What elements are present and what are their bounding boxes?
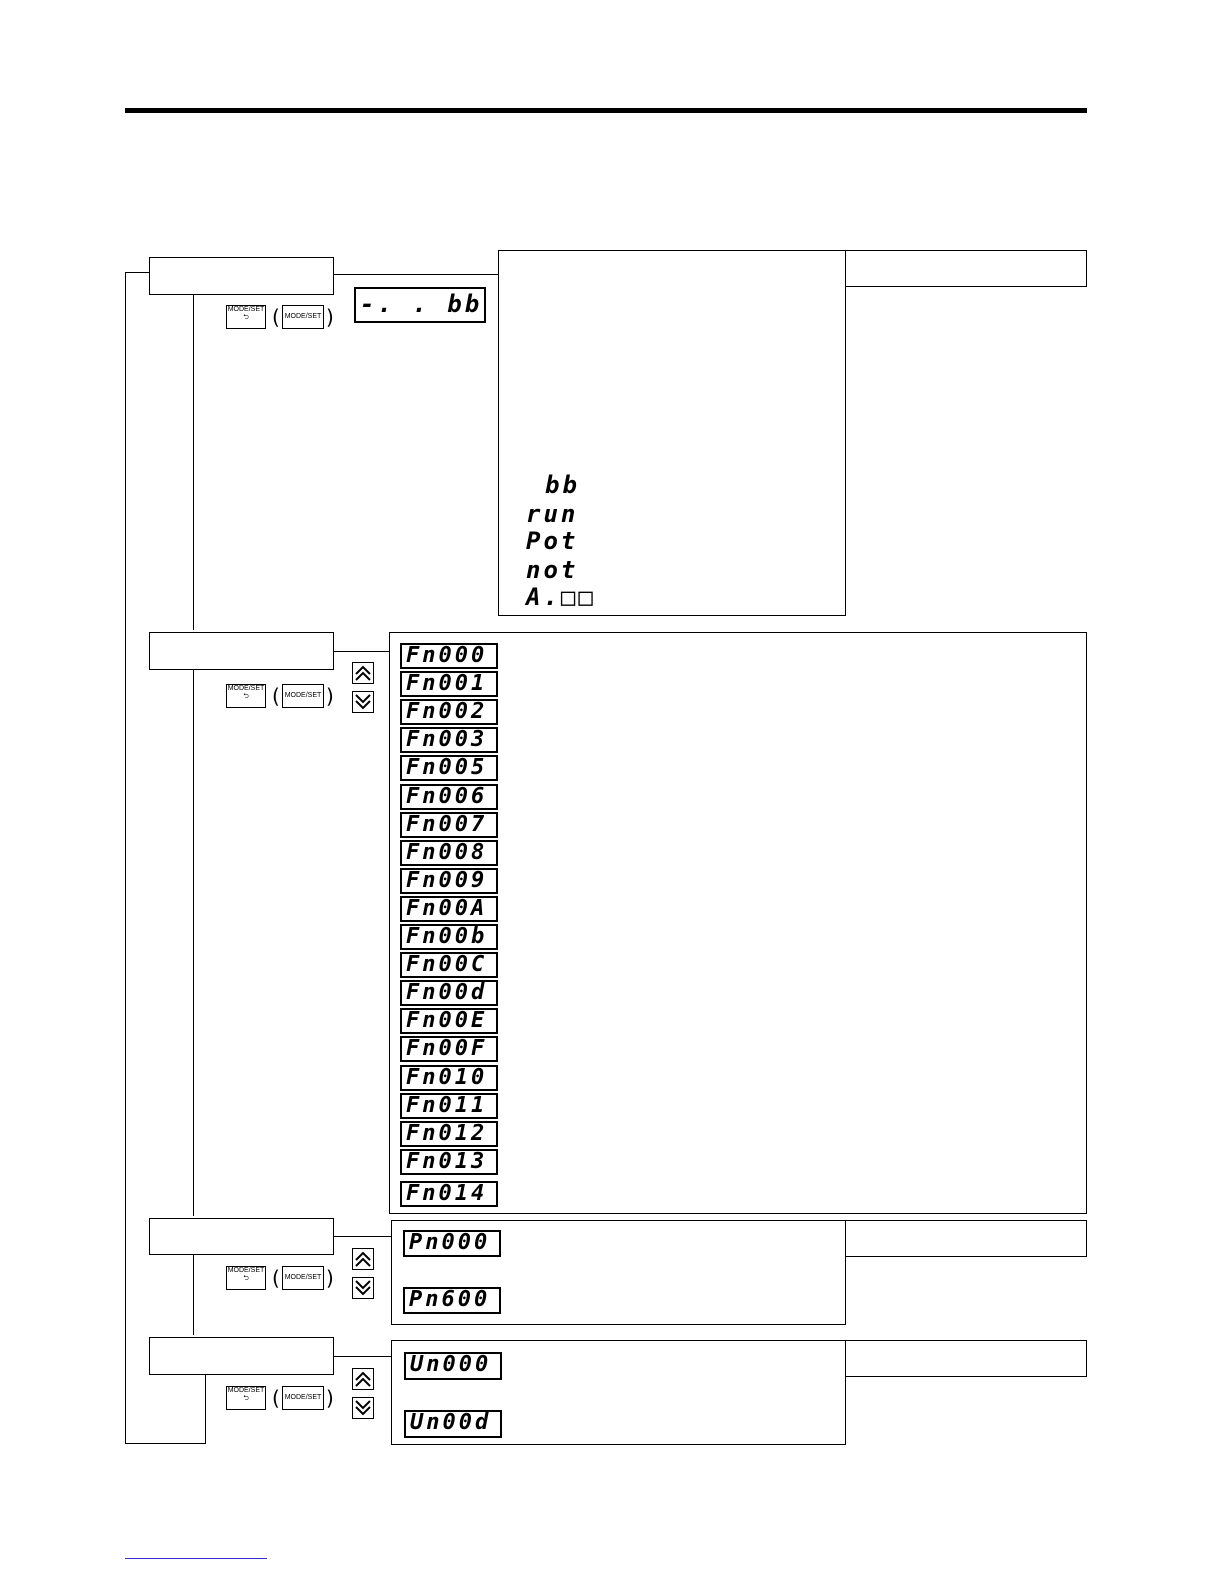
function-code-display: Fn011 xyxy=(400,1093,498,1119)
function-code-display: Fn001 xyxy=(400,671,498,697)
mode-set-key[interactable] xyxy=(226,1386,266,1410)
function-code-display: Fn005 xyxy=(400,755,498,781)
function-code-display: Fn007 xyxy=(400,812,498,838)
status-code: bb xyxy=(545,471,580,499)
parameter-code-display: Pn000 xyxy=(403,1230,501,1257)
function-code-display: Fn009 xyxy=(400,868,498,894)
mode-box-status xyxy=(149,257,334,295)
key-label: MODE/SET xyxy=(227,306,265,313)
key-label: MODE/SET xyxy=(227,1387,265,1394)
double-chevron-down-icon xyxy=(353,1278,373,1298)
function-code-display: Fn013 xyxy=(400,1149,498,1175)
return-arrow-icon: ⮌ xyxy=(243,314,249,321)
double-chevron-up-icon xyxy=(353,1369,373,1389)
down-key[interactable] xyxy=(352,1277,374,1299)
mode-set-key[interactable] xyxy=(226,684,266,708)
return-arrow-icon: ⮌ xyxy=(243,1275,249,1282)
status-content-box xyxy=(498,250,846,616)
status-note-box xyxy=(845,250,1087,287)
monitor-note-box xyxy=(845,1340,1087,1377)
function-code-display: Fn00b xyxy=(400,924,498,950)
monitor-code-display: Un00d xyxy=(404,1410,502,1438)
open-paren: ( xyxy=(272,1266,280,1290)
function-code-display: Fn00d xyxy=(400,980,498,1006)
double-chevron-up-icon xyxy=(353,1249,373,1269)
footer-rule xyxy=(125,1558,267,1559)
close-paren: ) xyxy=(326,1266,334,1290)
connector-monitor xyxy=(334,1356,392,1357)
monitor-content-box xyxy=(391,1340,846,1445)
key-label: MODE/SET xyxy=(227,685,265,692)
flow-line-1 xyxy=(193,295,194,630)
function-code-display: Fn010 xyxy=(400,1065,498,1091)
status-code: A.□□ xyxy=(526,583,596,611)
close-paren: ) xyxy=(326,684,334,708)
flow-line-2 xyxy=(193,670,194,1216)
monitor-code-display: Un000 xyxy=(404,1352,502,1380)
function-code-display: Fn002 xyxy=(400,699,498,725)
mode-set-key-alt[interactable]: MODE/SET xyxy=(282,1266,324,1290)
up-key[interactable] xyxy=(352,1248,374,1270)
flow-line-3 xyxy=(193,1255,194,1335)
function-code-display: Fn008 xyxy=(400,840,498,866)
function-code-display: Fn00A xyxy=(400,896,498,922)
return-loop-bottom xyxy=(125,1443,205,1444)
mode-set-key-alt[interactable]: MODE/SET xyxy=(282,305,324,329)
up-key[interactable] xyxy=(352,1368,374,1390)
return-arrow-icon: ⮌ xyxy=(243,693,249,700)
mode-set-key[interactable] xyxy=(226,305,266,329)
flow-line-4 xyxy=(205,1375,206,1444)
status-code: Pot xyxy=(526,527,579,555)
double-chevron-down-icon xyxy=(353,1398,373,1418)
mode-set-key-alt[interactable]: MODE/SET xyxy=(282,684,324,708)
return-loop-top xyxy=(125,272,149,273)
double-chevron-down-icon xyxy=(353,692,373,712)
down-key[interactable] xyxy=(352,1397,374,1419)
mode-set-key[interactable] xyxy=(226,1266,266,1290)
close-paren: ) xyxy=(326,1386,334,1410)
connector-status xyxy=(334,274,498,275)
function-code-display: Fn006 xyxy=(400,784,498,810)
mode-box-parameter xyxy=(149,1218,334,1255)
mode-set-key-alt[interactable]: MODE/SET xyxy=(282,1386,324,1410)
status-code: not xyxy=(526,556,579,584)
connector-function xyxy=(334,651,390,652)
open-paren: ( xyxy=(272,1386,280,1410)
double-chevron-up-icon xyxy=(353,663,373,683)
parameter-code-display: Pn600 xyxy=(403,1287,501,1314)
close-paren: ) xyxy=(326,305,334,329)
parameter-note-box xyxy=(845,1220,1087,1257)
mode-box-function xyxy=(149,632,334,670)
open-paren: ( xyxy=(272,684,280,708)
function-code-display: Fn014 xyxy=(400,1181,498,1207)
top-rule xyxy=(125,108,1087,113)
key-label: MODE/SET xyxy=(227,1267,265,1274)
down-key[interactable] xyxy=(352,691,374,713)
parameter-content-box xyxy=(391,1220,846,1325)
function-content-box xyxy=(389,632,1087,1214)
connector-parameter xyxy=(334,1236,392,1237)
mode-box-monitor xyxy=(149,1337,334,1375)
status-code: run xyxy=(526,500,579,528)
status-display: -. . bb xyxy=(354,287,486,323)
up-key[interactable] xyxy=(352,662,374,684)
function-code-display: Fn003 xyxy=(400,727,498,753)
function-code-display: Fn012 xyxy=(400,1121,498,1147)
open-paren: ( xyxy=(272,305,280,329)
function-code-display: Fn00F xyxy=(400,1036,498,1062)
function-code-display: Fn000 xyxy=(400,643,498,669)
function-code-display: Fn00C xyxy=(400,952,498,978)
return-arrow-icon: ⮌ xyxy=(243,1395,249,1402)
return-loop-vertical xyxy=(125,272,126,1444)
function-code-display: Fn00E xyxy=(400,1008,498,1034)
